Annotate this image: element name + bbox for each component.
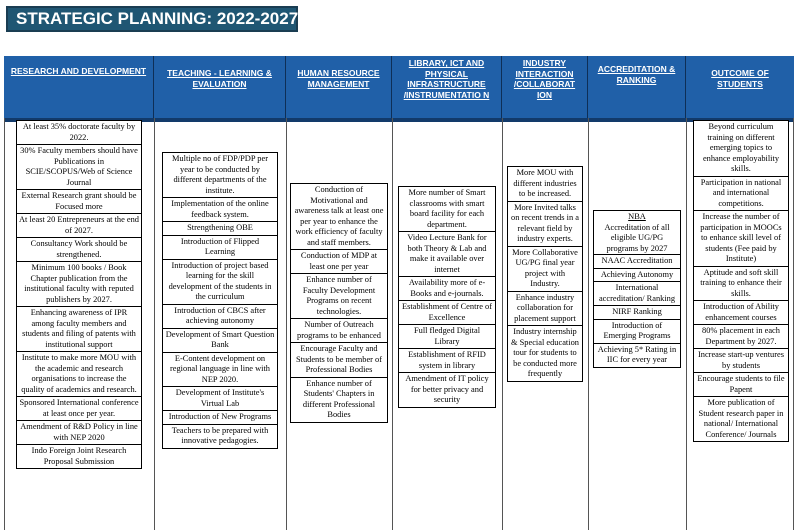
header-hrm: HUMAN RESOURCE MANAGEMENT — [286, 56, 392, 118]
list-item: Institute to make more MOU with the academic and research organisations to increase the quality of academics and research. — [17, 352, 141, 397]
list-item: Increase the number of participation in MOOCs to enhance skill level of students (Fee paid by Institute) — [694, 211, 788, 267]
list-item: Availability more of e-Books and e-journals. — [399, 277, 495, 301]
list-item: Multiple no of FDP/PDP per year to be conducted by different departments of the institute. — [163, 153, 277, 198]
hrm-list — [290, 183, 388, 423]
list-item: At least 20 Entrepreneurs at the end of 2027. — [17, 214, 141, 238]
list-item: Beyond curriculum training on different emerging topics to enhance employability skills. — [694, 121, 788, 177]
list-item: Conduction of Motivational and awareness talk at least one per year to enhance the work efficiency of faculty and staff members. — [291, 184, 387, 250]
list-item: Amendment of IT policy for better privacy and security — [405, 374, 489, 404]
list-item: Amendment of R&D Policy in line with NEP 2020 — [17, 421, 141, 445]
library-list — [398, 186, 496, 408]
list-item: Establishment of RFID system in library — [399, 349, 495, 373]
list-item: Indo Foreign Joint Research Proposal Submission — [31, 446, 127, 466]
list-item: 80% placement in each Department by 2027. — [694, 325, 788, 349]
header-industry: INDUSTRY INTERACTION /COLLABORAT ION — [502, 56, 588, 118]
list-item — [594, 211, 680, 254]
list-item: Achieving 5* Rating in IIC for every year — [597, 344, 677, 364]
list-item: Enhance number of Students' Chapters in different Professional Bodies — [302, 378, 376, 419]
industry-list — [507, 166, 583, 382]
column-header-row — [4, 56, 794, 122]
list-item: Number of Outreach programs to be enhanced — [291, 319, 387, 343]
list-item: At least 35% doctorate faculty by 2022. — [17, 121, 141, 145]
list-item: Introduction of CBCS after achieving autonomy — [163, 305, 277, 329]
teaching-list — [162, 152, 278, 449]
list-item: Industry internship & Special education tour for students to be conducted more frequently — [511, 327, 579, 378]
list-item: Video Lecture Bank for both Theory & Lab and make it available over internet — [399, 232, 495, 277]
list-item: Teachers to be prepared with innovative pedagogies. — [171, 425, 269, 445]
column-divider — [793, 118, 794, 530]
list-item: Introduction of Flipped Learning — [163, 236, 277, 260]
list-item: Strengthening OBE — [163, 222, 277, 236]
page-title: STRATEGIC PLANNING: 2022-2027 — [6, 6, 298, 32]
accreditation-list — [593, 210, 681, 368]
list-item: Introduction of New Programs — [163, 411, 277, 425]
header-research: RESEARCH AND DEVELOPMENT — [4, 56, 154, 118]
list-item: More MOU with different industries to be increased. — [508, 167, 582, 202]
list-item: Increase start-up ventures by students — [694, 349, 788, 373]
list-item: Full fledged Digital Library — [399, 325, 495, 349]
column-divider — [502, 118, 503, 530]
list-item: NAAC Accreditation — [594, 254, 680, 269]
list-item: Encourage students to file Papent — [694, 373, 788, 397]
list-item: Consultancy Work should be strengthened. — [17, 238, 141, 262]
list-item: Introduction of project based learning for the skill development of the students in the curriculum — [163, 260, 277, 305]
list-item: Introduction of Ability enhancement courses — [694, 301, 788, 325]
list-item: Development of Institute's Virtual Lab — [163, 387, 277, 411]
header-outcome: OUTCOME OF STUDENTS — [711, 68, 769, 89]
column-divider — [686, 118, 687, 530]
list-item: NIRF Ranking — [594, 306, 680, 320]
list-item: More Collaborative UG/PG final year project with Industry. — [508, 247, 582, 292]
column-divider — [588, 118, 589, 530]
list-item: Establishment of Centre of Excellence — [399, 301, 495, 325]
list-item: Sponsored International conference at least once per year. — [17, 397, 141, 421]
list-item: External Research grant should be Focused more — [17, 190, 141, 214]
header-library: LIBRARY, ICT AND PHYSICAL INFRASTRUCTURE /INSTRUMENTATIO N — [392, 56, 502, 118]
list-item: Introduction of Emerging Programs — [594, 320, 680, 344]
list-item: Enhance industry collaboration for placement support — [508, 292, 582, 327]
column-divider — [4, 118, 5, 530]
list-item: Implementation of the online feedback system. — [163, 198, 277, 222]
list-item: Conduction of MDP at least one per year — [291, 250, 387, 274]
list-item-text: Accreditation of all eligible UG/PG programs by 2027 — [604, 222, 670, 253]
list-item: Aptitude and soft skill training to enhance their skills. — [694, 267, 788, 302]
research-list — [16, 120, 142, 469]
column-divider — [286, 118, 287, 530]
list-item: Minimum 100 books / Book Chapter publication from the institutional faculty with reputed publishers by 2027. — [17, 262, 141, 307]
outcome-list — [693, 120, 789, 442]
list-item: More Invited talks on recent trends in a relevant field by industry experts. — [508, 202, 582, 247]
list-item: E-Content development on regional language in line with NEP 2020. — [163, 353, 277, 388]
list-item: Enhancing awareness of IPR among faculty members and students and filing of patents with institutional support — [17, 307, 141, 352]
list-item: Encourage Faculty and Students to be member of Professional Bodies — [291, 343, 387, 378]
header-teaching: TEACHING - LEARNING & EVALUATION — [154, 56, 286, 118]
list-item: International accreditation/ Ranking — [594, 282, 680, 306]
list-item: Achieving Autonomy — [594, 269, 680, 283]
header-accreditation: ACCREDITATION & RANKING — [588, 56, 686, 118]
column-divider — [154, 118, 155, 530]
list-item: Participation in national and international competitions. — [694, 177, 788, 212]
list-item: More number of Smart classrooms with smart board facility for each department. — [399, 187, 495, 232]
nba-heading: NBA — [628, 212, 646, 221]
list-item: 30% Faculty members should have Publications in SCIE/SCOPUS/Web of Science Journal — [17, 145, 141, 190]
column-divider — [392, 118, 393, 530]
list-item: Development of Smart Question Bank — [163, 329, 277, 353]
list-item: Enhance number of Faculty Development Programs on recent technologies. — [291, 274, 387, 319]
list-item: More publication of Student research paper in national/ International Conference/ Journals — [698, 398, 784, 439]
